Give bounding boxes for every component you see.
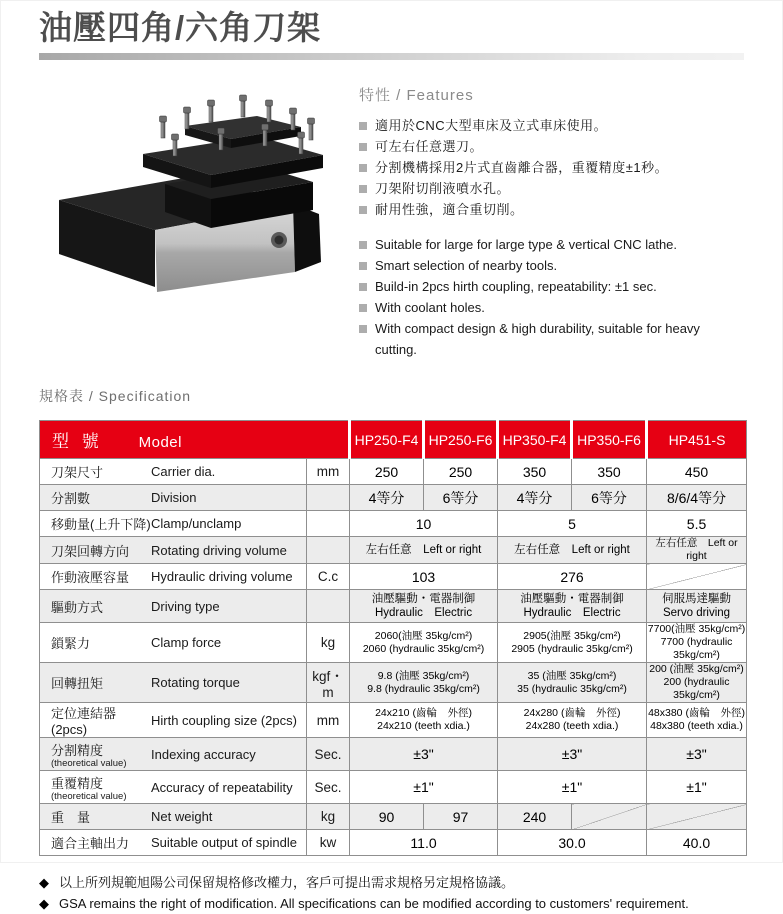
feature-item-en [359, 297, 744, 318]
footnotes [39, 872, 744, 914]
value-cell: 103 [350, 564, 498, 590]
value-cell: 276 [498, 564, 647, 590]
row-label: 驅動方式 Driving type [40, 590, 307, 623]
value-cell: 8/6/4等分 [647, 485, 747, 511]
value-cell: ±3" [350, 738, 498, 771]
feature-text: With coolant holes. [375, 300, 485, 315]
feature-text: 分割機構採用2片式直齒離合器，重覆精度±1秒。 [375, 160, 669, 175]
feature-text: 適用於CNC大型車床及立式車床使用。 [375, 118, 608, 133]
value-cell: 4等分 [350, 485, 424, 511]
model-header-cell: HP250-F4 [350, 421, 424, 459]
value-cell: 30.0 [498, 830, 647, 856]
bullet-square-icon [359, 283, 367, 291]
table-row [40, 830, 747, 856]
table-row [40, 738, 747, 771]
page-title: 油壓四角/六角刀架 [39, 9, 322, 46]
unit-cell: mm [307, 703, 350, 738]
value-cell: 90 [350, 804, 424, 830]
value-cell: 250 [424, 459, 498, 485]
bullet-square-icon [359, 262, 367, 270]
row-label: 刀架回轉方向 Rotating driving volume [40, 537, 307, 564]
feature-text: 耐用性強，適合重切削。 [375, 202, 524, 217]
table-row [40, 623, 747, 663]
table-row [40, 804, 747, 830]
unit-cell: kg [307, 804, 350, 830]
unit-cell [307, 485, 350, 511]
value-cell: 2905(油壓 35kg/cm²) 2905 (hydraulic 35kg/cm²) [498, 623, 647, 663]
value-cell: 240 [498, 804, 572, 830]
table-row [40, 590, 747, 623]
diamond-icon: ◆ [39, 896, 49, 911]
value-cell: 左右任意 Left or right [350, 537, 498, 564]
model-label-cell [40, 421, 350, 459]
value-cell: 5.5 [647, 511, 747, 537]
feature-item-zh [359, 157, 744, 178]
value-cell: 9.8 (油壓 35kg/cm²) 9.8 (hydraulic 35kg/cm²) [350, 663, 498, 703]
value-cell: 5 [498, 511, 647, 537]
row-label: 重覆精度 (theoretical value) Accuracy of repeatability [40, 771, 307, 804]
row-label: 回轉扭矩 Rotating torque [40, 663, 307, 703]
bullet-square-icon [359, 241, 367, 249]
table-row [40, 485, 747, 511]
feature-text: Build-in 2pcs hirth coupling, repeatability: ±1 sec. [375, 279, 657, 294]
row-label: 作動液壓容量 Hydraulic driving volume [40, 564, 307, 590]
feature-item-en [359, 234, 744, 255]
value-cell: 4等分 [498, 485, 572, 511]
value-cell: 48x380 (齒輪 外徑) 48x380 (teeth xdia.) [647, 703, 747, 738]
bullet-square-icon [359, 185, 367, 193]
value-cell: 350 [498, 459, 572, 485]
diagonal-cell [647, 564, 747, 590]
value-cell: 24x280 (齒輪 外徑) 24x280 (teeth xdia.) [498, 703, 647, 738]
unit-cell: mm [307, 459, 350, 485]
feature-item-zh [359, 115, 744, 136]
model-header-cell: HP350-F4 [498, 421, 572, 459]
value-cell: ±3" [498, 738, 647, 771]
value-cell: 10 [350, 511, 498, 537]
table-row [40, 663, 747, 703]
table-row [40, 564, 747, 590]
spec-heading: 規格表 / Specification [39, 388, 192, 404]
row-label: 定位連結器(2pcs) Hirth coupling size (2pcs) [40, 703, 307, 738]
feature-text: With compact design & high durability, suitable for heavy cutting. [375, 321, 700, 357]
table-row [40, 537, 747, 564]
unit-cell [307, 537, 350, 564]
table-row [40, 771, 747, 804]
features-list-en [359, 234, 744, 360]
row-label: 鎖緊力 Clamp force [40, 623, 307, 663]
features-block [349, 78, 744, 360]
bullet-square-icon [359, 325, 367, 333]
bullet-square-icon [359, 206, 367, 214]
row-label: 分割精度 (theoretical value) Indexing accuracy [40, 738, 307, 771]
note-zh: ◆ 以上所列規範旭陽公司保留規格修改權力，客戶可提出需求規格另定規格協議。 [39, 872, 744, 893]
model-header-cell: HP350-F6 [572, 421, 647, 459]
model-header-cell: HP451-S [647, 421, 747, 459]
value-cell: 7700(油壓 35kg/cm²) 7700 (hydraulic 35kg/cm²) [647, 623, 746, 661]
value-cell: ±1" [498, 771, 647, 804]
top-section [39, 78, 744, 360]
row-label: 分割數 Division [40, 485, 307, 511]
feature-item-en [359, 276, 744, 297]
diagonal-cell [572, 804, 647, 830]
bullet-square-icon [359, 143, 367, 151]
feature-text: Smart selection of nearby tools. [375, 258, 558, 273]
feature-text: 刀架附切削液噴水孔。 [375, 181, 511, 196]
bullet-square-icon [359, 164, 367, 172]
feature-item-en [359, 255, 744, 276]
value-cell: ±1" [647, 771, 747, 804]
value-cell: 2060(油壓 35kg/cm²) 2060 (hydraulic 35kg/cm²) [350, 623, 498, 663]
value-cell: 左右任意 Left or right [647, 537, 747, 564]
value-cell: ±3" [647, 738, 747, 771]
row-label: 適合主軸出力 Suitable output of spindle [40, 830, 307, 856]
unit-cell [307, 590, 350, 623]
unit-cell [307, 511, 350, 537]
row-label: 移動量(上升下降) Clamp/unclamp [40, 511, 307, 537]
value-cell: 11.0 [350, 830, 498, 856]
unit-cell: kg [307, 623, 350, 663]
bullet-square-icon [359, 122, 367, 130]
value-cell: 6等分 [572, 485, 647, 511]
value-cell: 350 [572, 459, 647, 485]
table-row [40, 459, 747, 485]
value-cell: 伺服馬達驅動 Servo driving [647, 590, 747, 623]
table-row [40, 703, 747, 738]
unit-cell: Sec. [307, 771, 350, 804]
unit-cell: Sec. [307, 738, 350, 771]
value-cell: 油壓驅動・電器制御 Hydraulic Electric [498, 590, 647, 623]
feature-item-zh [359, 199, 744, 220]
table-row [40, 511, 747, 537]
note-en: ◆ GSA remains the right of modification. All specifications can be modified according to customers' requirement. [39, 893, 744, 914]
feature-item-zh [359, 136, 744, 157]
unit-cell: kw [307, 830, 350, 856]
model-label-en: Model [138, 434, 182, 451]
feature-text: Suitable for large for large type & vertical CNC lathe. [375, 237, 678, 252]
model-label-zh: 型 號 [52, 432, 103, 451]
table-header-row [40, 421, 747, 459]
value-cell: 24x210 (齒輪 外徑) 24x210 (teeth xdia.) [350, 703, 498, 738]
value-cell: ±1" [350, 771, 498, 804]
value-cell: 35 (油壓 35kg/cm²) 35 (hydraulic 35kg/cm²) [498, 663, 647, 703]
unit-cell: C.c [307, 564, 350, 590]
value-cell: 250 [350, 459, 424, 485]
model-header-cell: HP250-F6 [424, 421, 498, 459]
value-cell: 97 [424, 804, 498, 830]
features-list-zh [359, 115, 744, 220]
spec-table [39, 420, 747, 856]
feature-item-en [359, 318, 744, 360]
row-label: 重 量 Net weight [40, 804, 307, 830]
features-heading: 特性 / Features [359, 87, 474, 104]
product-photo [39, 78, 349, 360]
feature-item-zh [359, 178, 744, 199]
value-cell: 左右任意 Left or right [498, 537, 647, 564]
value-cell: 450 [647, 459, 747, 485]
value-cell: 油壓驅動・電器制御 Hydraulic Electric [350, 590, 498, 623]
feature-text: 可左右任意選刀。 [375, 139, 484, 154]
tool-post-illustration [53, 82, 349, 308]
diagonal-cell [647, 804, 747, 830]
diamond-icon: ◆ [39, 875, 49, 890]
title-underline [39, 53, 744, 60]
value-cell: 40.0 [647, 830, 747, 856]
bullet-square-icon [359, 304, 367, 312]
value-cell: 6等分 [424, 485, 498, 511]
unit-cell: kgf・m [307, 663, 350, 703]
value-cell: 200 (油壓 35kg/cm²) 200 (hydraulic 35kg/cm²) [647, 663, 747, 703]
row-label: 刀架尺寸 Carrier dia. [40, 459, 307, 485]
